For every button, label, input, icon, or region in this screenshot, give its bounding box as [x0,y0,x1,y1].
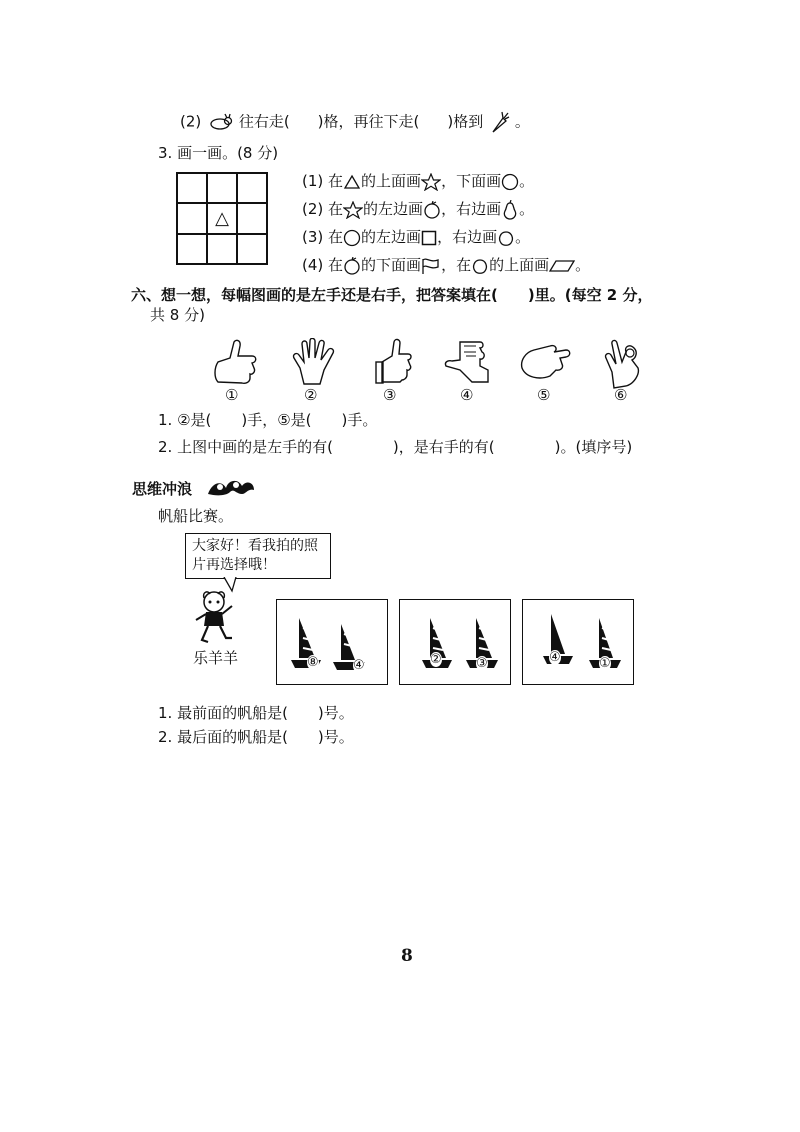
hand-number: ② [304,386,318,404]
boat-number: ④ [549,650,561,665]
hand-icon-4 [442,338,492,386]
draw-item-4: (4) 在 的下面画 ，在 的上面画 。 [302,256,591,274]
hand-question-2: 2. 上图中画的是左手的有( )，是右手的有( )。(填序号) [158,438,633,456]
hand-question-1: 1. ②是( )手，⑤是( )手。 [158,411,378,429]
draw-item-2: (2) 在 的左边画 ，右边画 。 [302,200,535,218]
speech-bubble-text: 大家好！看我拍的照片再选择哦！ [192,538,318,573]
flag-icon [421,257,441,275]
page-number: 8 [401,946,413,966]
draw-item-1: (1) 在 的上面画 ，下面画 。 [302,172,535,190]
thinking-subtitle: 帆船比赛。 [158,507,234,525]
sailboats-image [277,600,387,684]
pear-icon [501,200,519,220]
square-icon [421,230,437,246]
triangle-icon [343,174,361,190]
q3-title: 3. 画一画。(8 分) [158,144,279,162]
boat-number: ① [599,656,611,671]
star-icon [421,173,441,191]
boat-number: ③ [476,656,488,671]
wave-icon [206,474,256,500]
circle-icon [343,229,361,247]
parallelogram-icon [549,259,575,273]
apple-icon [343,257,361,275]
hand-number: ④ [460,386,474,404]
move-part3: )格到 [447,112,484,131]
move-part1: 往右走( [238,112,290,131]
sheep-character-icon [192,588,238,644]
peach-icon [497,229,515,247]
photo-frame-1 [276,599,388,685]
carrot-icon [488,110,510,134]
boat-question-2: 2. 最后面的帆船是( )号。 [158,728,354,746]
photo-frame-2 [399,599,511,685]
boat-question-1: 1. 最前面的帆船是( )号。 [158,704,354,722]
sailboats-image [523,600,633,684]
rabbit-icon [206,113,234,131]
section6-title-line1: 六、想一想，每幅图画的是左手还是右手，把答案填在( )里。(每空 2 分， [131,286,653,304]
hand-icon-6 [602,338,642,390]
boat-number: ⑧ [307,655,319,670]
hand-icon-1 [210,338,260,386]
hand-number: ⑥ [614,386,628,404]
character-name: 乐羊羊 [193,649,239,667]
boat-number: ④ [353,658,365,673]
draw-item-3: (3) 在 的左边画 ，右边画 。 [302,228,531,246]
drawing-grid [176,172,268,265]
move-prefix: (2) [180,112,202,131]
star-icon [343,201,363,219]
section6-title-line2: 共 8 分) [150,306,205,324]
apple-icon [423,201,441,219]
hand-icon-5 [520,338,572,382]
hand-icon-3 [372,338,414,386]
hand-number: ⑤ [537,386,551,404]
thinking-header: 思维冲浪 [132,480,193,498]
sailboats-image [400,600,510,684]
hand-number: ③ [383,386,397,404]
circle-icon [501,173,519,191]
hand-icon-2 [290,338,338,386]
boat-number: ② [430,652,442,667]
move-question [180,110,530,134]
hand-number: ① [225,386,239,404]
move-part2: )格，再往下走( [317,112,420,131]
move-end: 。 [514,112,530,131]
peach-icon [471,257,489,275]
photo-frame-3 [522,599,634,685]
speech-bubble [185,533,331,579]
grid-triangle: △ [207,203,237,233]
